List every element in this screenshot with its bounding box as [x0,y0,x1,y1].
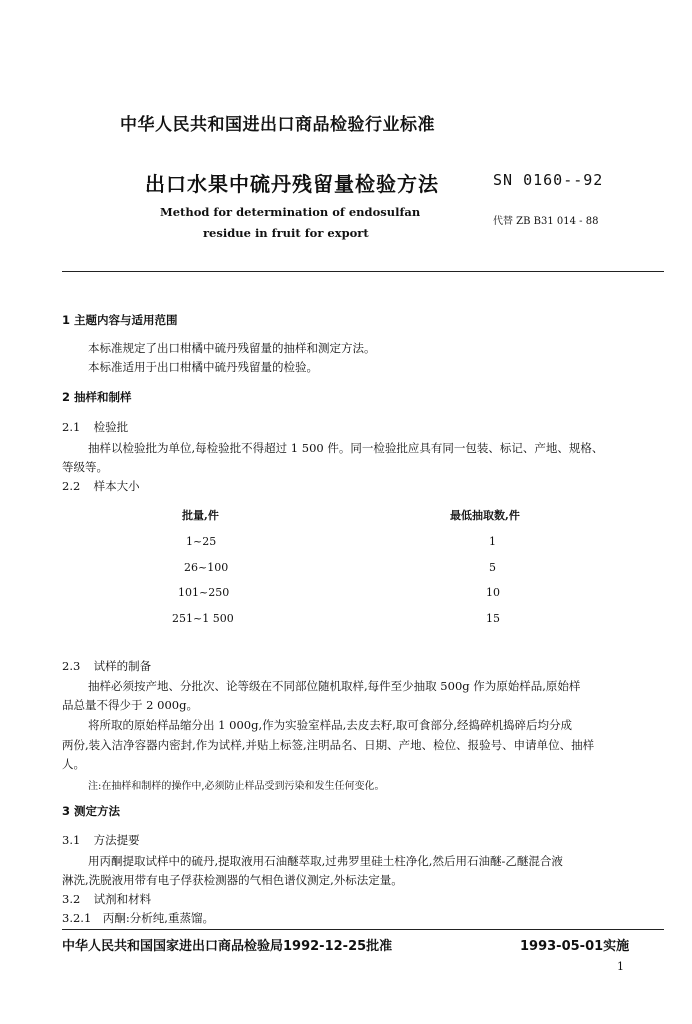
clause-2-3-title: 试样的制备 [93,659,152,673]
clause-3-2-1-number: 3.2.1 [62,911,92,925]
issuing-body-title: 中华人民共和国进出口商品检验行业标准 [120,115,435,135]
clause-2-1-number: 2.1 [62,420,81,434]
clause-3-1-number: 3.1 [62,833,81,847]
approval-line: 中华人民共和国国家进出口商品检验局1992-12-25批准 [62,939,393,954]
clause-2-3-number: 2.3 [62,659,81,673]
clause-3-1-line-1: 用丙酮提取试样中的硫丹,提取液用石油醚萃取,过弗罗里硅土柱净化,然后用石油醚-乙醚混合液 [88,854,563,868]
table-row-2-min: 5 [489,561,496,574]
table-row-1-min: 1 [489,535,496,548]
clause-2-3-line-5: 人。 [62,757,85,771]
clause-2-3-line-1: 抽样必须按产地、分批次、论等级在不同部位随机取样,每件至少抽取 500g 作为原始样品,原始样 [88,679,581,693]
clause-3-2-number: 3.2 [62,892,81,906]
clause-3-1 [62,832,140,848]
clause-3-2-1 [62,910,214,926]
table-header-batch: 批量,件 [182,509,219,522]
section-2-heading: 2 抽样和制样 [62,390,132,404]
clause-2-3-line-2: 品总量不得少于 2 000g。 [62,698,198,712]
table-row-3-min: 10 [486,586,500,599]
table-row-3-batch: 101~250 [178,586,230,599]
table-row-4-batch: 251~1 500 [172,612,234,625]
footer-divider [62,929,664,930]
clause-2-2 [62,478,140,494]
effective-date: 1993-05-01实施 [520,939,630,954]
replaces-standard: 代替 ZB B31 014 - 88 [493,216,599,227]
clause-2-3 [62,658,151,674]
section-1-paragraph-1: 本标准规定了出口柑橘中硫丹残留量的抽样和测定方法。 [88,341,376,355]
clause-2-1 [62,419,128,435]
clause-2-1-text-line-1: 抽样以检验批为单位,每检验批不得超过 1 500 件。同一检验批应具有同一包装、标记、产地、规格、 [88,441,604,455]
table-row-1-batch: 1~25 [186,535,217,548]
clause-3-2-title: 试剂和材料 [93,892,152,906]
standard-code: SN 0160--92 [493,171,604,189]
clause-2-3-line-3: 将所取的原始样品缩分出 1 000g,作为实验室样品,去皮去籽,取可食部分,经捣碎机捣碎后均分成 [88,718,573,732]
clause-2-1-text-line-2: 等级等。 [62,460,108,474]
document-title: 出口水果中硫丹残留量检验方法 [145,172,439,196]
section-3-heading: 3 测定方法 [62,804,121,818]
sampling-note: 注:在抽样和制样的操作中,必须防止样品受到污染和发生任何变化。 [88,781,385,792]
clause-2-1-title: 检验批 [93,420,129,434]
clause-3-2 [62,891,151,907]
table-row-2-batch: 26~100 [184,561,229,574]
clause-2-3-line-4: 两份,装入洁净容器内密封,作为试样,并贴上标签,注明品名、日期、产地、检位、报验号、申请单位、抽样 [62,738,595,752]
clause-3-1-title: 方法提要 [93,833,140,847]
english-title-line-2: residue in fruit for export [203,226,369,240]
page-number: 1 [617,960,624,973]
clause-3-2-1-text: 丙酮:分析纯,重蒸馏。 [102,911,214,925]
clause-3-1-line-2: 淋洗,洗脱液用带有电子俘获检测器的气相色谱仪测定,外标法定量。 [62,873,403,887]
english-title-line-1: Method for determination of endosulfan [160,205,421,219]
table-row-4-min: 15 [486,612,500,625]
section-1-paragraph-2: 本标准适用于出口柑橘中硫丹残留量的检验。 [88,360,318,374]
header-divider [62,271,664,272]
clause-2-2-title: 样本大小 [93,479,140,493]
table-header-min-sample: 最低抽取数,件 [450,509,520,522]
section-1-heading: 1 主题内容与适用范围 [62,313,178,327]
clause-2-2-number: 2.2 [62,479,81,493]
